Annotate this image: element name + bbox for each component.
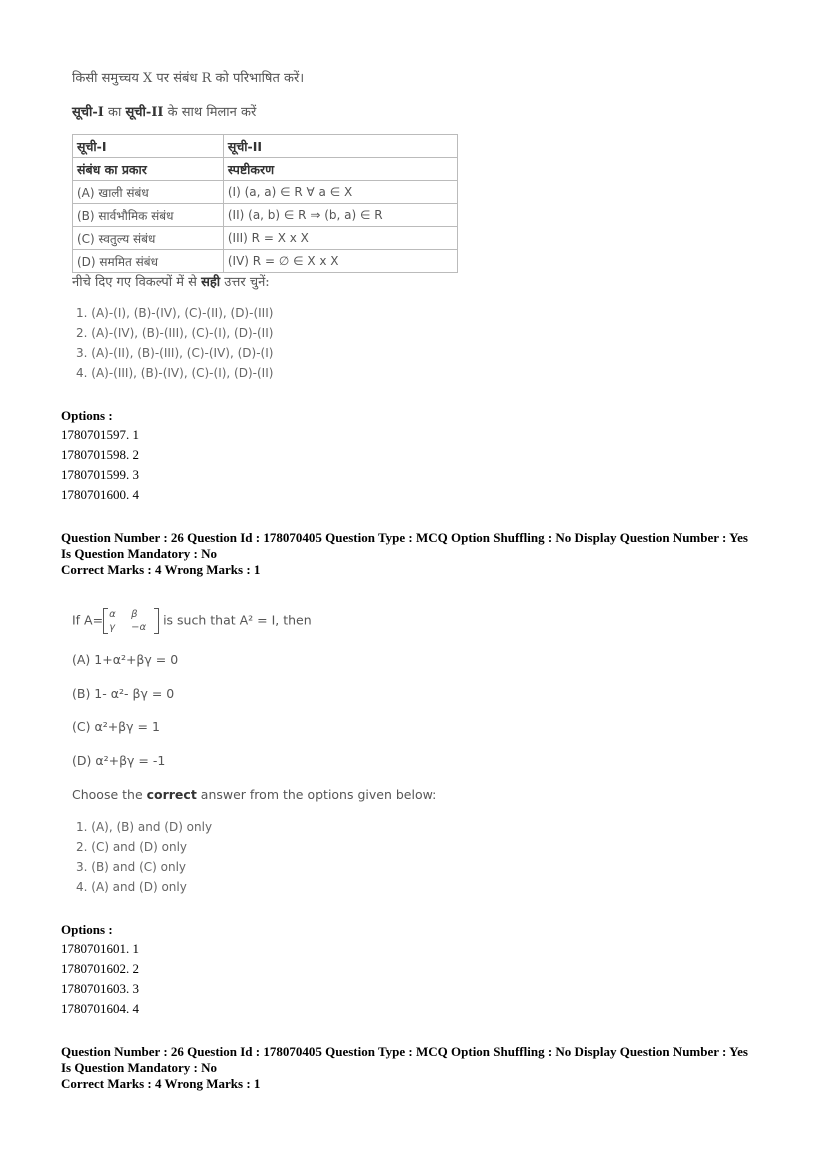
q3-meta-line2: Is Question Mandatory : No: [61, 1060, 218, 1075]
q2-meta-line3: Correct Marks : 4 Wrong Marks : 1: [61, 562, 261, 577]
q1-option-2: 1780701598. 2: [61, 447, 139, 462]
table-cell: स्पष्टीकरण: [223, 158, 457, 181]
q1-match-instruction: [72, 102, 256, 120]
table-cell: (III) R = X x X: [223, 227, 457, 250]
q2-choice-1: 1. (A), (B) and (D) only: [76, 820, 213, 834]
table-cell: (I) (a, a) ∈ R ∀ a ∈ X: [223, 181, 457, 204]
q3-meta-line1: Question Number : 26 Question Id : 178070405 Question Type : MCQ Option Shuffling : No Display Question Number : Yes: [61, 1044, 748, 1059]
q2-option-4: 1780701604. 4: [61, 1001, 139, 1016]
q2-statement-a: (A) 1+α²+βγ = 0: [72, 652, 179, 667]
table-cell: सूची-I: [73, 135, 224, 158]
table-header-row: [73, 158, 458, 181]
q1-match-list2: सूची-II: [125, 105, 164, 120]
table-row: [73, 204, 458, 227]
matrix-a: [103, 608, 159, 634]
q1-match-suffix: के साथ मिलान करें: [163, 105, 257, 120]
q2-if-suffix: is such that A² = I, then: [163, 612, 312, 628]
q2-statement-b: (B) 1- α²- βγ = 0: [72, 686, 175, 701]
table-cell: (II) (a, b) ∈ R ⇒ (b, a) ∈ R: [223, 204, 457, 227]
table-cell: (IV) R = ∅ ∈ X x X: [223, 250, 457, 273]
q1-option-1: 1780701597. 1: [61, 427, 139, 442]
q2-choose-instruction: [72, 787, 436, 802]
table-cell: (A) खाली संबंध: [73, 181, 224, 204]
q2-statement-d: (D) α²+βγ = -1: [72, 753, 166, 768]
q1-choose-instruction: [72, 272, 270, 290]
q2-if-prefix: If A=: [72, 612, 104, 628]
q2-meta-line1: Question Number : 26 Question Id : 178070405 Question Type : MCQ Option Shuffling : No Display Question Number : Yes: [61, 530, 748, 545]
table-row: [73, 227, 458, 250]
q3-meta: [61, 1044, 748, 1092]
table-cell: (D) सममित संबंध: [73, 250, 224, 273]
table-cell: (B) सार्वभौमिक संबंध: [73, 204, 224, 227]
q1-option-3: 1780701599. 3: [61, 467, 139, 482]
matrix-cell: −α: [131, 622, 147, 633]
q1-choose-suffix: उत्तर चुनें:: [220, 275, 270, 290]
matrix-cell: β: [131, 609, 138, 620]
q1-options-label: Options :: [61, 408, 113, 423]
q3-meta-line3: Correct Marks : 4 Wrong Marks : 1: [61, 1076, 261, 1091]
q1-match-list1: सूची-I: [72, 105, 104, 120]
q2-meta-line2: Is Question Mandatory : No: [61, 546, 218, 561]
q1-intro: किसी समुच्चय X पर संबंध R को परिभाषित करें।: [72, 71, 305, 86]
q1-match-mid: का: [103, 105, 126, 120]
q2-option-2: 1780701602. 2: [61, 961, 139, 976]
q2-choice-4: 4. (A) and (D) only: [76, 880, 187, 894]
q2-choice-3: 3. (B) and (C) only: [76, 860, 187, 874]
q2-options-label: Options :: [61, 922, 113, 937]
q2-choice-2: 2. (C) and (D) only: [76, 840, 188, 854]
q1-choose-prefix: नीचे दिए गए विकल्पों में से: [72, 275, 202, 290]
q2-choose-suffix: answer from the options given below:: [196, 787, 437, 802]
q2-choose-bold: correct: [146, 787, 197, 802]
table-row: [73, 181, 458, 204]
q2-meta: [61, 530, 748, 578]
table-cell: संबंध का प्रकार: [73, 158, 224, 181]
q1-choose-bold: सही: [201, 275, 221, 290]
table-header-row: [73, 135, 458, 158]
matrix-cell: γ: [109, 622, 116, 633]
q2-option-1: 1780701601. 1: [61, 941, 139, 956]
q1-match-table: [72, 134, 458, 273]
table-cell: सूची-II: [223, 135, 457, 158]
q2-choose-prefix: Choose the: [72, 787, 147, 802]
q1-choice-4: 4. (A)-(III), (B)-(IV), (C)-(I), (D)-(II): [76, 366, 274, 380]
q1-option-4: 1780701600. 4: [61, 487, 139, 502]
q2-premise: [72, 608, 312, 634]
table-cell: (C) स्वतुल्य संबंध: [73, 227, 224, 250]
q2-option-3: 1780701603. 3: [61, 981, 139, 996]
q1-choice-1: 1. (A)-(I), (B)-(IV), (C)-(II), (D)-(III): [76, 306, 274, 320]
q2-statement-c: (C) α²+βγ = 1: [72, 719, 160, 734]
matrix-cell: α: [109, 609, 116, 620]
table-row: [73, 250, 458, 273]
q1-choice-2: 2. (A)-(IV), (B)-(III), (C)-(I), (D)-(II): [76, 326, 274, 340]
q1-choice-3: 3. (A)-(II), (B)-(III), (C)-(IV), (D)-(I): [76, 346, 274, 360]
